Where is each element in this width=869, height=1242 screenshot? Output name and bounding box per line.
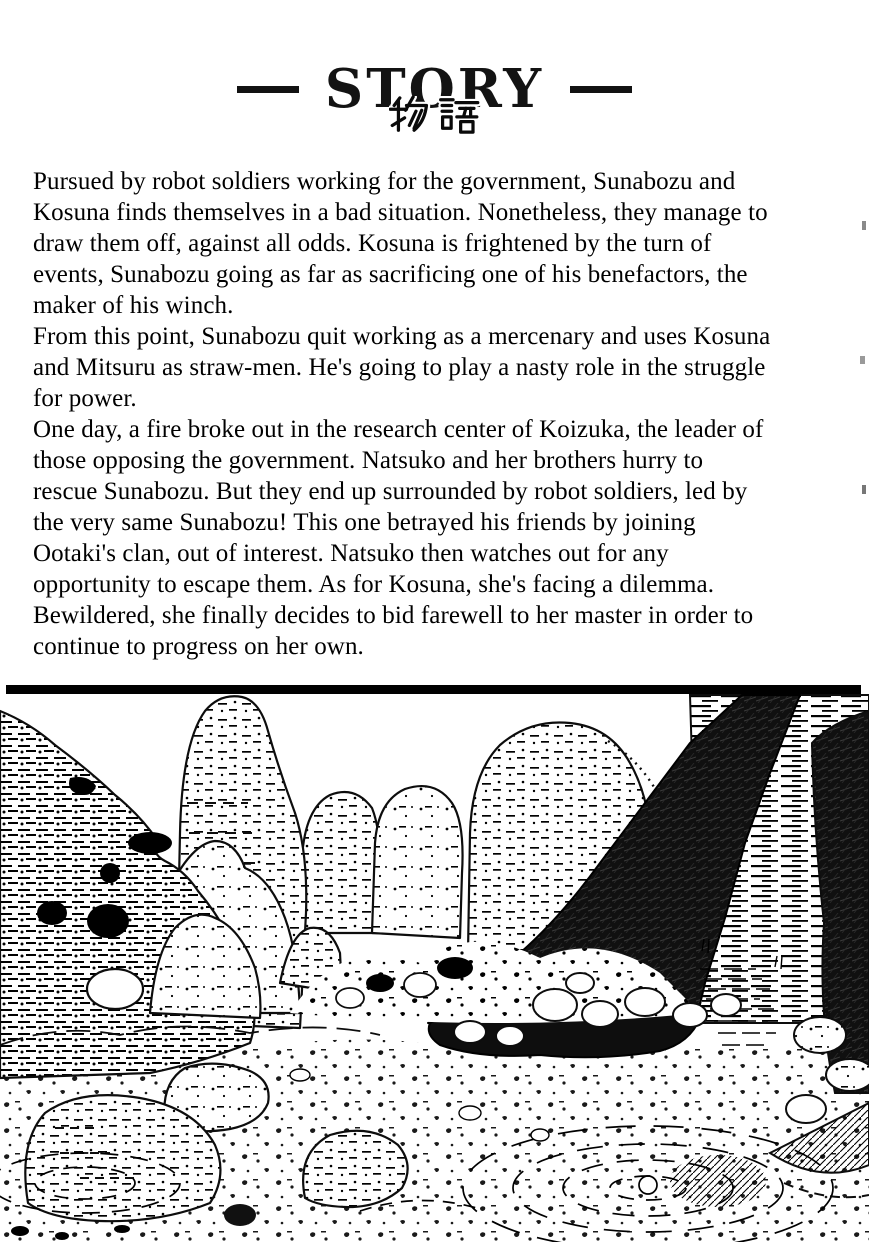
frame-bar: [6, 685, 861, 694]
text-line: for power.: [33, 385, 137, 412]
paragraph: [33, 414, 849, 662]
scan-artifact: [860, 356, 865, 364]
illustration-canvas: [0, 683, 869, 1242]
text-line: From this point, Sunabozu quit working as a mercenary and uses Kosuna: [33, 323, 771, 350]
title-dash-right: [570, 86, 632, 93]
title-kanji: [389, 96, 481, 136]
page-title: STORY: [324, 58, 545, 120]
text-line: Pursued by robot soldiers working for the government, Sunabozu and: [33, 168, 736, 195]
text-line: One day, a fire broke out in the research center of Koizuka, the leader of: [33, 416, 764, 443]
text-line: continue to progress on her own.: [33, 633, 364, 660]
text-line: rescue Sunabozu. But they end up surrounded by robot soldiers, led by: [33, 478, 748, 505]
paragraph: [33, 321, 849, 414]
text-line: events, Sunabozu going as far as sacrificing one of his benefactors, the: [33, 261, 748, 288]
text-line: Bewildered, she finally decides to bid farewell to her master in order to: [33, 602, 754, 629]
kanji-monogatari-drawing: [389, 96, 481, 134]
text-line: maker of his winch.: [33, 292, 234, 319]
text-line: draw them off, against all odds. Kosuna is frightened by the turn of: [33, 230, 712, 257]
story-header: [0, 50, 869, 130]
text-line: Kosuna finds themselves in a bad situation. Nonetheless, they manage to: [33, 199, 768, 226]
desert-illustration: [0, 683, 869, 1242]
paragraph: [33, 166, 849, 321]
text-line: and Mitsuru as straw-men. He's going to play a nasty role in the struggle: [33, 354, 766, 381]
title-dash-left: [237, 86, 299, 93]
scan-artifact: [862, 221, 866, 230]
text-line: opportunity to escape them. As for Kosuna, she's facing a dilemma.: [33, 571, 715, 598]
story-synopsis: [33, 166, 849, 662]
scan-artifact: [862, 485, 866, 494]
text-line: those opposing the government. Natsuko and her brothers hurry to: [33, 447, 704, 474]
text-line: the very same Sunabozu! This one betrayed his friends by joining: [33, 509, 696, 536]
text-line: Ootaki's clan, out of interest. Natsuko then watches out for any: [33, 540, 669, 567]
